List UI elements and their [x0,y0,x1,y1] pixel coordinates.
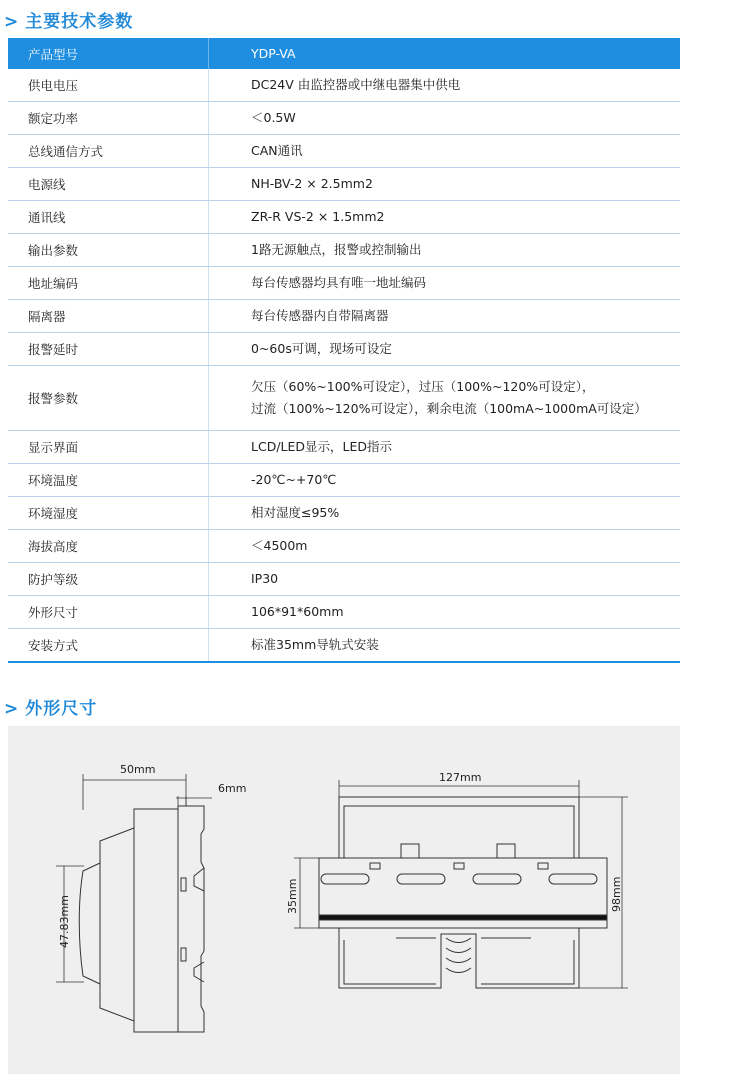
dim-front-width: 127mm [439,771,482,784]
row-value-line: ＜4500m [251,538,308,553]
row-label: 外形尺寸 [8,596,209,629]
dim-front-height: 98mm [610,876,623,912]
dim-front-rail: 35mm [286,878,299,914]
table-row [8,366,680,431]
row-value [209,333,681,366]
table-row [8,497,680,530]
row-value-line: 标准35mm导轨式安装 [251,637,379,652]
row-value-line: ZR-R VS-2 × 1.5mm2 [251,209,385,224]
row-value [209,201,681,234]
row-value [209,135,681,168]
row-value [209,300,681,333]
row-value-line: 欠压（60%~100%可设定），过压（100%~120%可设定）， [251,379,595,394]
row-value [209,102,681,135]
row-label: 供电电压 [8,69,209,102]
table-row [8,333,680,366]
table-row [8,168,680,201]
row-label: 隔离器 [8,300,209,333]
table-row [8,596,680,629]
row-value-line: -20℃~+70℃ [251,472,337,487]
section-arrow-icon: > [4,699,20,719]
table-row [8,102,680,135]
row-value [209,69,681,102]
row-value-line: 1路无源触点，报警或控制输出 [251,242,422,257]
spec-table [8,38,680,663]
row-value-line: DC24V 由监控器或中继电器集中供电 [251,77,461,92]
front-view [319,797,607,988]
table-header-row [8,38,680,69]
header-label: 产品型号 [8,38,209,69]
row-label: 海拔高度 [8,530,209,563]
row-label: 总线通信方式 [8,135,209,168]
row-value-line: NH-BV-2 × 2.5mm2 [251,176,373,191]
row-label: 地址编码 [8,267,209,300]
row-value [209,563,681,596]
row-label: 防护等级 [8,563,209,596]
side-dimension-labels [58,763,246,948]
dim-side-height: 47.83mm [58,895,71,948]
row-label: 通讯线 [8,201,209,234]
side-view [79,806,204,1032]
row-value [209,267,681,300]
section-title-dimensions: > 外形尺寸 [4,699,98,719]
front-dimension-labels [286,771,623,914]
row-value-line: 过流（100%~120%可设定），剩余电流（100mA~1000mA可设定） [251,401,647,416]
row-value-line: 每台传感器内自带隔离器 [251,308,389,323]
row-value [209,497,681,530]
table-row [8,431,680,464]
header-value: YDP-VA [209,38,681,69]
row-value-line: LCD/LED显示，LED指示 [251,439,393,454]
dimension-drawing [8,726,680,1074]
row-label: 输出参数 [8,234,209,267]
row-label: 额定功率 [8,102,209,135]
row-value-line: 106*91*60mm [251,604,344,619]
table-row [8,464,680,497]
row-value-line: 相对湿度≤95% [251,505,340,520]
dim-side-width: 50mm [120,763,156,776]
row-value-line: 0~60s可调，现场可设定 [251,341,392,356]
row-label: 报警延时 [8,333,209,366]
row-label: 环境温度 [8,464,209,497]
table-row [8,234,680,267]
row-label: 电源线 [8,168,209,201]
table-row [8,267,680,300]
table-row [8,69,680,102]
row-value [209,234,681,267]
dimension-drawing-svg [8,726,680,1074]
row-label: 安装方式 [8,629,209,663]
row-value [209,596,681,629]
section-title-specs: > 主要技术参数 [4,12,134,32]
table-row [8,201,680,234]
row-value-line: ＜0.5W [251,110,296,125]
row-value-line: CAN通讯 [251,143,303,158]
dim-side-offset: 6mm [218,782,247,795]
row-value-line: IP30 [251,571,279,586]
row-value [209,629,681,663]
table-row [8,135,680,168]
row-value-line: 每台传感器均具有唯一地址编码 [251,275,427,290]
row-value [209,168,681,201]
row-value [209,431,681,464]
section-arrow-icon: > [4,12,20,32]
row-label: 显示界面 [8,431,209,464]
row-label: 环境湿度 [8,497,209,530]
row-value [209,366,681,431]
row-value [209,464,681,497]
table-row [8,530,680,563]
table-row [8,563,680,596]
table-row [8,300,680,333]
row-value [209,530,681,563]
table-row [8,629,680,663]
row-label: 报警参数 [8,366,209,431]
